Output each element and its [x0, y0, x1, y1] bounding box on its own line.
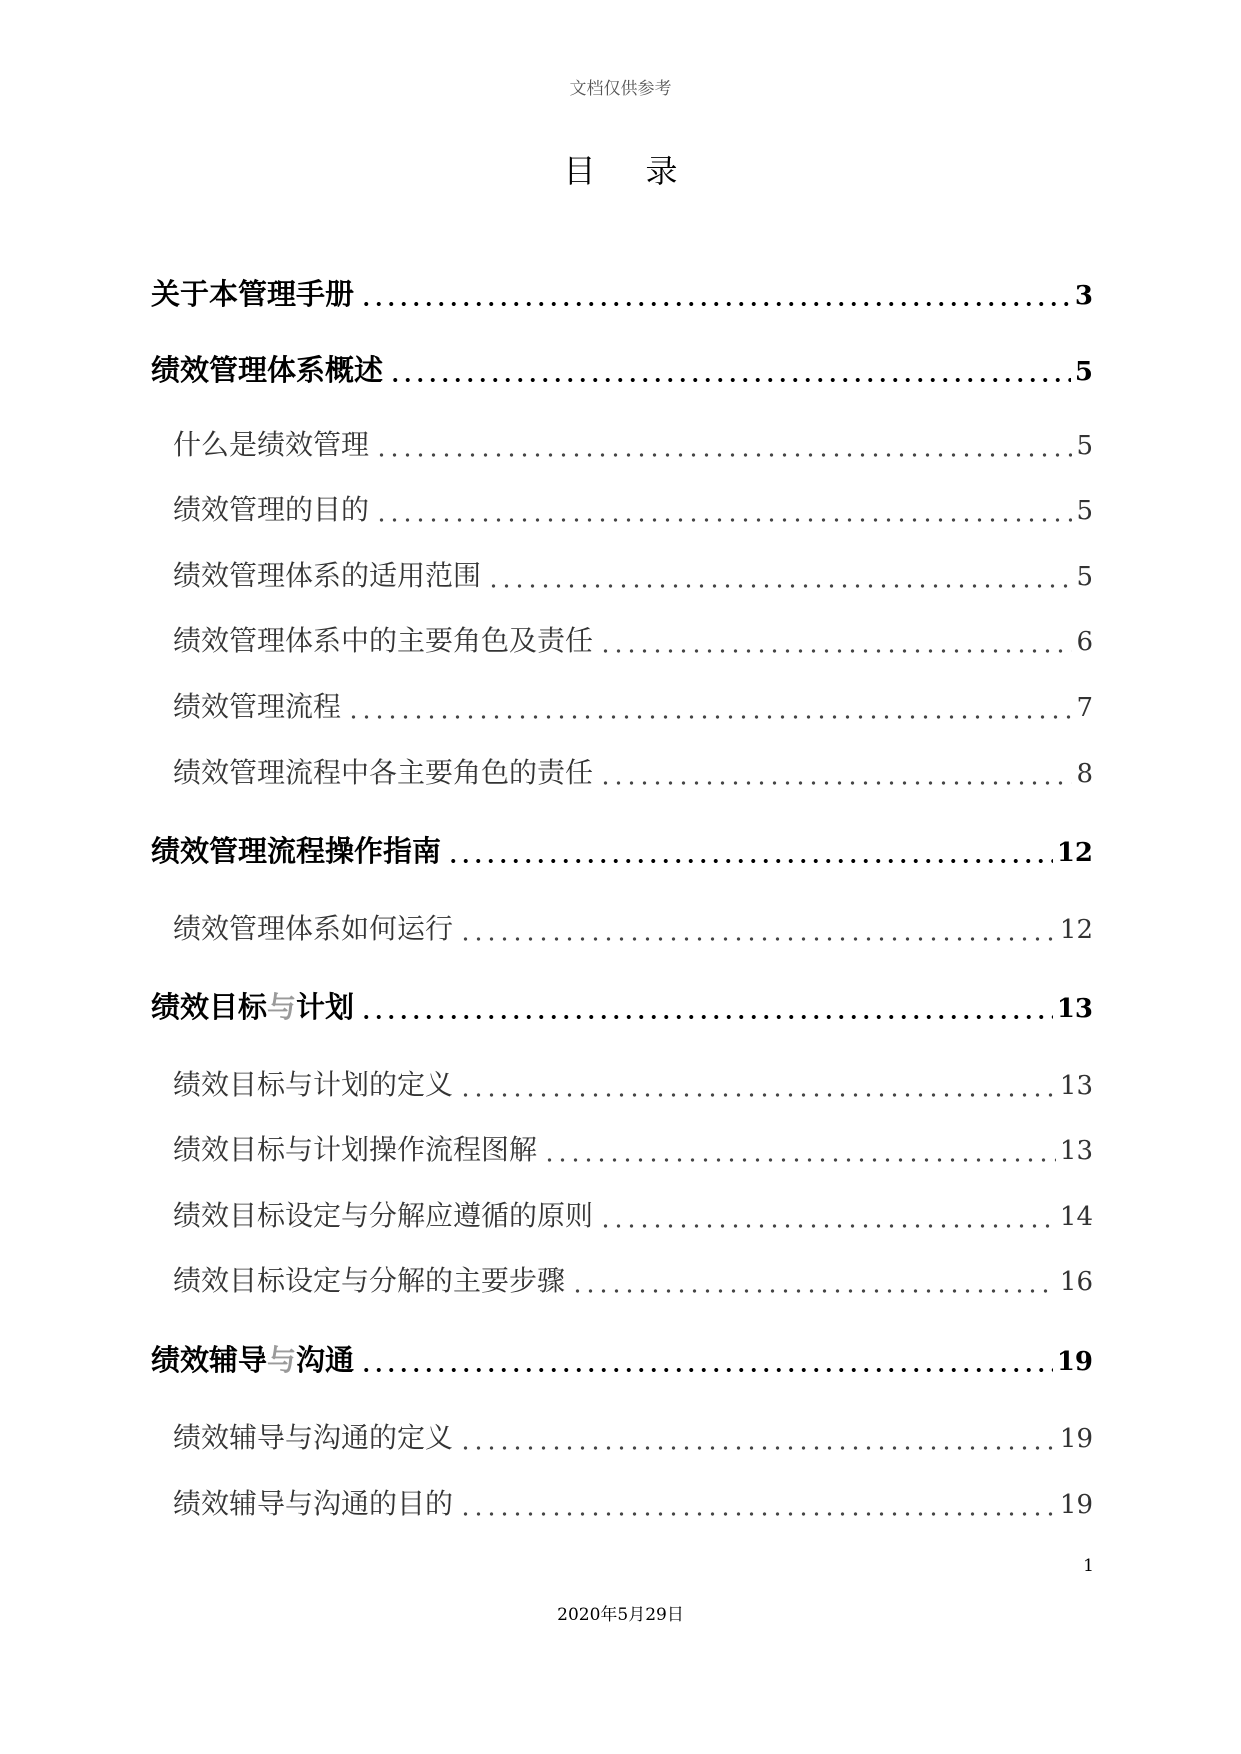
toc-page-number: 5	[1076, 562, 1093, 592]
toc-entry[interactable]	[173, 490, 1093, 530]
dot-leader	[375, 515, 1072, 525]
toc-page-number: 5	[1076, 431, 1093, 461]
toc-entry-text: 什么是绩效管理	[173, 428, 370, 461]
toc-entry[interactable]	[173, 1484, 1093, 1524]
toc-page-number: 16	[1059, 1267, 1093, 1297]
toc-entry-text	[151, 987, 354, 1027]
toc-page-number: 13	[1059, 1136, 1093, 1166]
dot-leader	[447, 856, 1053, 866]
toc-entry-text: 绩效辅导与沟通的目的	[173, 1487, 454, 1520]
toc-entry[interactable]	[151, 274, 1093, 314]
page-header: 文档仅供参考	[569, 79, 672, 99]
toc-entry[interactable]	[151, 1340, 1093, 1380]
toc-page-number: 3	[1074, 281, 1093, 311]
toc-entry[interactable]	[173, 1418, 1093, 1458]
toc-entry-text-gray: 与	[267, 1343, 297, 1377]
toc-title: 目录	[563, 152, 728, 190]
toc-entry[interactable]	[173, 425, 1093, 465]
toc-entry-text: 绩效管理流程中各主要角色的责任	[173, 756, 594, 789]
dot-leader	[459, 934, 1056, 944]
toc-entry-text: 绩效目标与计划的定义	[173, 1068, 454, 1101]
toc-entry-text: 绩效管理的目的	[173, 493, 370, 526]
page-number: 1	[1083, 1556, 1094, 1576]
dot-leader	[360, 1365, 1053, 1375]
dot-leader	[459, 1509, 1056, 1519]
dot-leader	[487, 581, 1072, 591]
toc-entry[interactable]	[151, 831, 1093, 871]
toc-entry[interactable]	[173, 556, 1093, 596]
dot-leader	[543, 1155, 1056, 1165]
toc-page-number: 12	[1059, 915, 1093, 945]
toc-entry[interactable]	[173, 687, 1093, 727]
toc-entry[interactable]	[173, 621, 1093, 661]
dot-leader	[347, 712, 1072, 722]
toc-entry-text-part: 绩效辅导	[151, 1343, 268, 1377]
toc-entry-text: 绩效目标设定与分解应遵循的原则	[173, 1199, 594, 1232]
toc-page-number: 19	[1056, 1347, 1093, 1377]
toc-entry-text: 绩效管理体系概述	[151, 353, 384, 387]
dot-leader	[389, 375, 1071, 385]
toc-entry-text: 关于本管理手册	[151, 277, 355, 311]
toc-page-number: 19	[1059, 1424, 1093, 1454]
toc-page-number: 8	[1076, 759, 1093, 789]
dot-leader	[599, 1221, 1056, 1231]
toc-entry-text-part: 计划	[296, 990, 355, 1024]
toc-entry-text: 绩效管理体系如何运行	[173, 912, 454, 945]
toc-entry-text-gray: 与	[267, 990, 297, 1024]
dot-leader	[375, 450, 1072, 460]
toc-entry[interactable]	[173, 1130, 1093, 1170]
dot-leader	[360, 1012, 1053, 1022]
toc-entry-text-part: 绩效目标	[151, 990, 268, 1024]
toc-page-number: 6	[1076, 627, 1093, 657]
toc-entry-text-part: 沟通	[296, 1343, 355, 1377]
toc-entry[interactable]	[151, 350, 1093, 390]
toc-entry-text: 绩效管理流程	[173, 690, 342, 723]
dot-leader	[599, 778, 1072, 788]
footer-date: 2020年5月29日	[557, 1605, 684, 1625]
toc-entry[interactable]	[173, 1065, 1093, 1105]
toc-entry-text: 绩效管理体系中的主要角色及责任	[173, 624, 594, 657]
toc-entry-text: 绩效管理体系的适用范围	[173, 559, 482, 592]
toc-page-number: 12	[1056, 838, 1093, 868]
dot-leader	[459, 1443, 1056, 1453]
toc-entry[interactable]	[151, 987, 1093, 1027]
toc-entry-text: 绩效管理流程操作指南	[151, 834, 442, 868]
toc-page-number: 13	[1056, 994, 1093, 1024]
toc-entry[interactable]	[173, 909, 1093, 949]
toc-entry[interactable]	[173, 753, 1093, 793]
toc-entry[interactable]	[173, 1261, 1093, 1301]
toc-page-number: 13	[1059, 1071, 1093, 1101]
toc-entry-text	[151, 1340, 354, 1380]
toc-entry-text: 绩效目标设定与分解的主要步骤	[173, 1264, 566, 1297]
toc-entry[interactable]	[173, 1196, 1093, 1236]
toc-page-number: 14	[1059, 1202, 1093, 1232]
dot-leader	[571, 1286, 1056, 1296]
dot-leader	[360, 299, 1071, 309]
dot-leader	[459, 1090, 1056, 1100]
dot-leader	[599, 646, 1072, 656]
toc-page-number: 19	[1059, 1490, 1093, 1520]
toc-page-number: 5	[1076, 496, 1093, 526]
toc-entry-text: 绩效辅导与沟通的定义	[173, 1421, 454, 1454]
toc-page-number: 5	[1074, 357, 1093, 387]
toc-entry-text: 绩效目标与计划操作流程图解	[173, 1133, 538, 1166]
toc-page-number: 7	[1076, 693, 1093, 723]
